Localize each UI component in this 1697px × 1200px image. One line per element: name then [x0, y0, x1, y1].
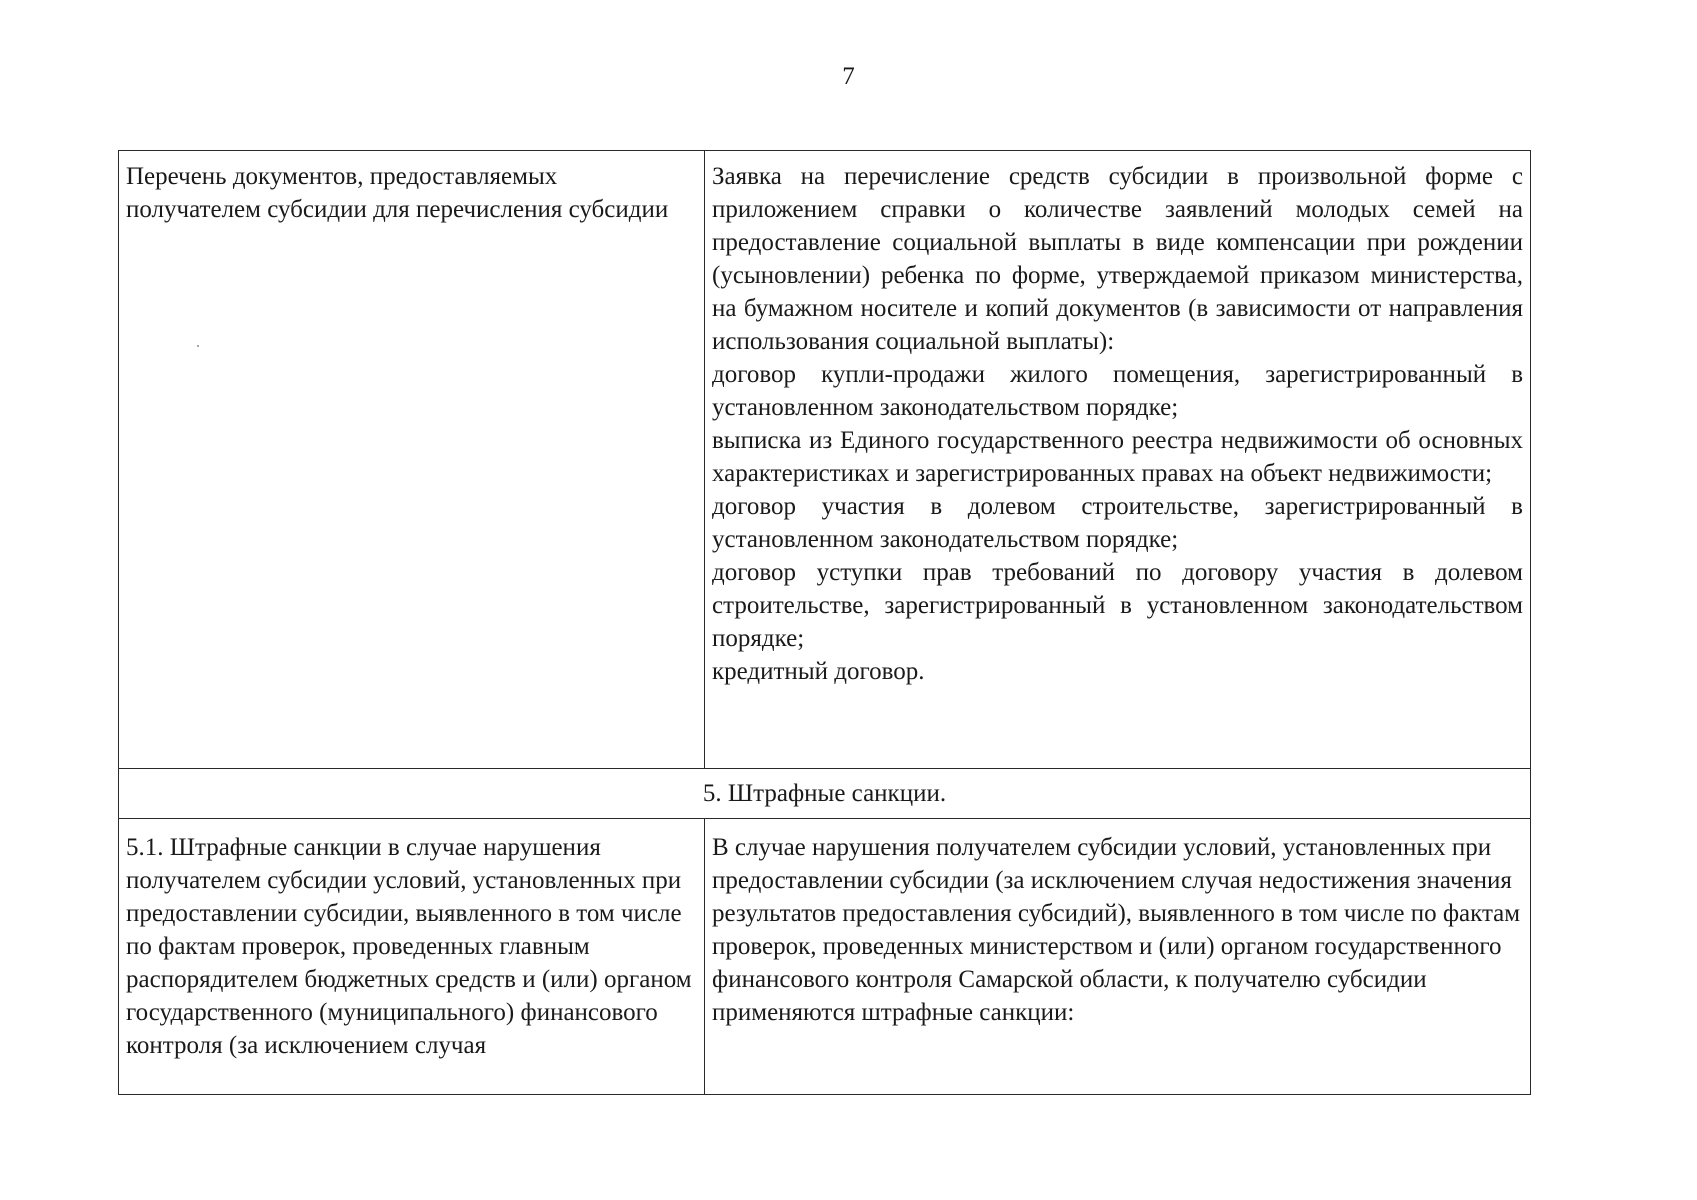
table-row-documents-list	[119, 151, 1531, 769]
penalties-content-cell	[705, 819, 1531, 1095]
documents-list-content-cell	[705, 151, 1531, 769]
penalties-label: 5.1. Штрафные санкции в случае нарушения получателем субсидии условий, установленных при предоставлении субсидии, выявленного в том числе по фактам проверок, проведенных главным распорядителем бюджетных средств и (или) органом государственного (муниципального) финансового контроля (за исключением случая	[126, 834, 692, 1059]
section-heading-cell	[119, 769, 1531, 819]
documents-list-label-cell	[119, 151, 705, 769]
documents-list-label: Перечень документов, предоставляемых получателем субсидии для перечисления субсидии	[126, 163, 669, 223]
penalties-text: В случае нарушения получателем субсидии условий, установленных при предоставлении субсидии (за исключением случая недостижения значения результатов предоставления субсидий), выявленного в том числе по фактам проверок, проведенных министерством и (или) органом государственного финансового контроля Самарской области, к получателю субсидии применяются штрафные санкции:	[712, 834, 1521, 1026]
page-number: 7	[842, 63, 855, 90]
document-item: выписка из Единого государственного реестра недвижимости об основных характеристиках и зарегистрированных правах на объект недвижимости;	[712, 427, 1523, 487]
subsidy-conditions-table	[118, 150, 1531, 1095]
document-item: договор участия в долевом строительстве, зарегистрированный в установленном законодательством порядке;	[712, 493, 1523, 553]
document-item: договор купли-продажи жилого помещения, зарегистрированный в установленном законодательством порядке;	[712, 361, 1523, 421]
table-row-penalties	[119, 819, 1531, 1095]
document-item: договор уступки прав требований по договору участия в долевом строительстве, зарегистрированный в установленном законодательством порядке;	[712, 559, 1523, 652]
section-heading: 5. Штрафные санкции.	[702, 780, 947, 807]
documents-intro-text: Заявка на перечисление средств субсидии в произвольной форме с приложением справки о количестве заявлений молодых семей на предоставление социальной выплаты в виде компенсации при рождении (усыновлении) ребенка по форме, утверждаемой приказом министерства, на бумажном носителе и копий документов (в зависимости от направления использования социальной выплаты):	[712, 163, 1523, 355]
document-item: кредитный договор.	[712, 658, 925, 685]
table-row-section-heading	[119, 769, 1531, 819]
penalties-label-cell	[119, 819, 705, 1095]
